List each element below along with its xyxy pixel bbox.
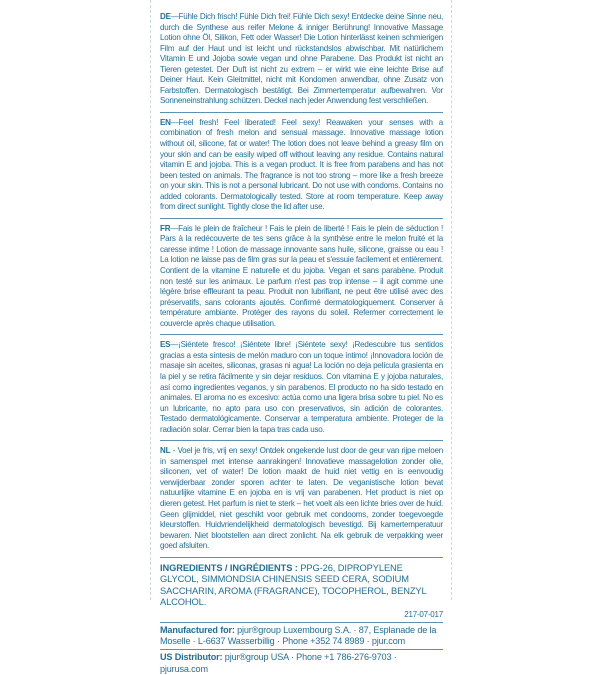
label-edge-left xyxy=(150,0,151,600)
lang-code-es: ES xyxy=(160,340,171,350)
manufacturer-text: pjur®group Luxembourg S.A. · 87, Esplanade de la Moselle · L-6637 Wasserbillig · Phone +352 74 8989 · pjur.com xyxy=(160,624,437,646)
divider xyxy=(160,440,443,441)
text-nl: - Voel je fris, vrij en sexy! Ontdek ongekende lust door de geur van rijpe meloen in samenspel met intense aanrakingen! Innovatieve massagelotion zonder olie, siliconen, vet of water! De lotion maakt de huid niet vettig en is eenvoudig verwijderbaar zonder sporen achter te laten. De veganistische lotion bevat natuurlijke vitamine E en jojoba en is vrij van parabenen. Het product is niet op dieren getest. Het parfum is niet te sterk – het voelt als een lichte bries over de huid. Geen glijmiddel, niet geschikt voor gebruik met condooms, zonder toegevoegde kleurstoffen. Huidvriendelijkheid dermatologisch bevestigd. Bij kamertemperatuur bewaren. Niet blootstellen aan direct zonlicht. Na elk gebruik de verpakking weer goed afsluiten. xyxy=(160,446,443,551)
section-fr xyxy=(160,224,443,329)
ingredients-block xyxy=(160,563,443,609)
distributor-text: pjur®group USA · Phone +1 786-276-9703 · pjurusa.com xyxy=(160,652,397,674)
lot-number: 217-07-017 xyxy=(404,609,443,619)
section-es xyxy=(160,340,443,435)
label-edge-right xyxy=(451,0,452,600)
lang-code-nl: NL xyxy=(160,446,171,456)
section-de xyxy=(160,12,443,107)
divider xyxy=(160,218,443,219)
ingredients-heading: INGREDIENTS / INGRÉDIENTS : xyxy=(160,562,298,573)
divider xyxy=(160,112,443,113)
divider xyxy=(160,557,443,558)
section-nl xyxy=(160,446,443,551)
label-text xyxy=(160,12,443,675)
text-fr: —Fais le plein de fraîcheur ! Fais le plein de liberté ! Fais le plein de séduction ! Pars à la redécouverte de tes sens grâce à la synthèse entre le melon fruité et la caresse intime ! Lotion de massage innovante sans huile, silicone, graisse ou eau ! La lotion ne laisse pas de film gras sur la peau et s'essuie facilement et entièrement. Contient de la vitamine E naturelle et du jojoba. Vegan et sans parabène. Produit non testé sur les animaux. Le parfum n'est pas trop intense – il agit comme une légère brise effleurant ta peau. Produit non lubrifiant, ne peut être utilisé avec des préservatifs, sans colorants ajoutés. Confirmé dermatologiquement. Conserver à température ambiante. Protéger des rayons du soleil. Refermer correctement le couvercle après chaque utilisation. xyxy=(160,223,443,328)
section-en xyxy=(160,118,443,213)
manufacturer-info xyxy=(160,625,443,648)
text-en: —Feel fresh! Feel liberated! Feel sexy! Reawaken your senses with a combination of fresh melon and sensual massage. Innovative massage lotion without oil, silicone, fat or water! The lotion does not leave behind a greasy film on your skin and can be easily wiped off without leaving any residue. Contains natural vitamin E and jojoba. This is a vegan product. It is free from parabens and has not been tested on animals. The fragrance is not too strong – more like a fresh breeze on your skin. This is not a personal lubricant. Do not use with condoms. Contains no added colorants. Dermatologically tested. Store at room temperature. Keep away from direct sunlight. Tightly close the lid after use. xyxy=(160,117,443,212)
text-de: —Fühle Dich frisch! Fühle Dich frei! Fühle Dich sexy! Entdecke deine Sinne neu, durch die Synthese aus reifer Melone & inniger Berührung! Innovative Massage Lotion ohne Öl, Silikon, Fett oder Wasser! Die Lotion hinterlässt keinen schmierigen Film auf der Haut und ist leicht und rückstandslos abwischbar. Mit natürlichem Vitamin E und Jojoba sowie vegan und ohne Parabene. Das Produkt ist nicht an Tieren getestet. Der Duft ist nicht zu extrem – er wirkt wie eine leichte Brise auf Deiner Haut. Kein Gleitmittel, nicht mit Kondomen anwendbar, ohne Zusatz von Farbstoffen. Dermatologisch bestätigt. Bei Zimmertemperatur aufbewahren. Vor Sonneneinstrahlung schützen. Deckel nach jeder Anwendung fest verschließen. xyxy=(160,12,443,106)
manufacturer-label: Manufactured for: xyxy=(160,624,235,635)
text-es: —¡Siéntete fresco! ¡Siéntete libre! ¡Siéntete sexy! ¡Redescubre tus sentidos gracias a esta síntesis de melón maduro con un toque íntimo! ¡Innovadora loción de masaje sin aceites, siliconas, grasas ni agua! La loción no deja película grasienta en la piel y se retira fácilmente y sin dejar residuos. Con vitamina E y jojoba naturales, así como ingredientes veganos, y sin parabenos. El producto no ha sido testado en animales. El aroma no es excesivo: actúa como una ligera brisa sobre tu piel. No es un lubricante, no apto para uso con preservativos, sin adición de colorantes. Testado dermatológicamente. Conservar a temperatura ambiente. Proteger de la radiación solar. Cerrar bien la tapa tras cada uso. xyxy=(160,340,443,434)
distributor-label: US Distributor: xyxy=(160,652,223,663)
divider xyxy=(160,334,443,335)
distributor-info xyxy=(160,652,443,675)
lang-code-de: DE xyxy=(160,12,171,21)
divider xyxy=(160,649,443,650)
lang-code-fr: FR xyxy=(160,223,171,233)
divider xyxy=(160,622,443,623)
ingredients-list: PPG-26, DIPROPYLENE GLYCOL, SIMMONDSIA CHINENSIS SEED CERA, SODIUM SACCHARIN, AROMA (FRAGRANCE), TOCOPHEROL, BENZYL ALCOHOL. xyxy=(160,562,427,608)
lang-code-en: EN xyxy=(160,117,171,127)
